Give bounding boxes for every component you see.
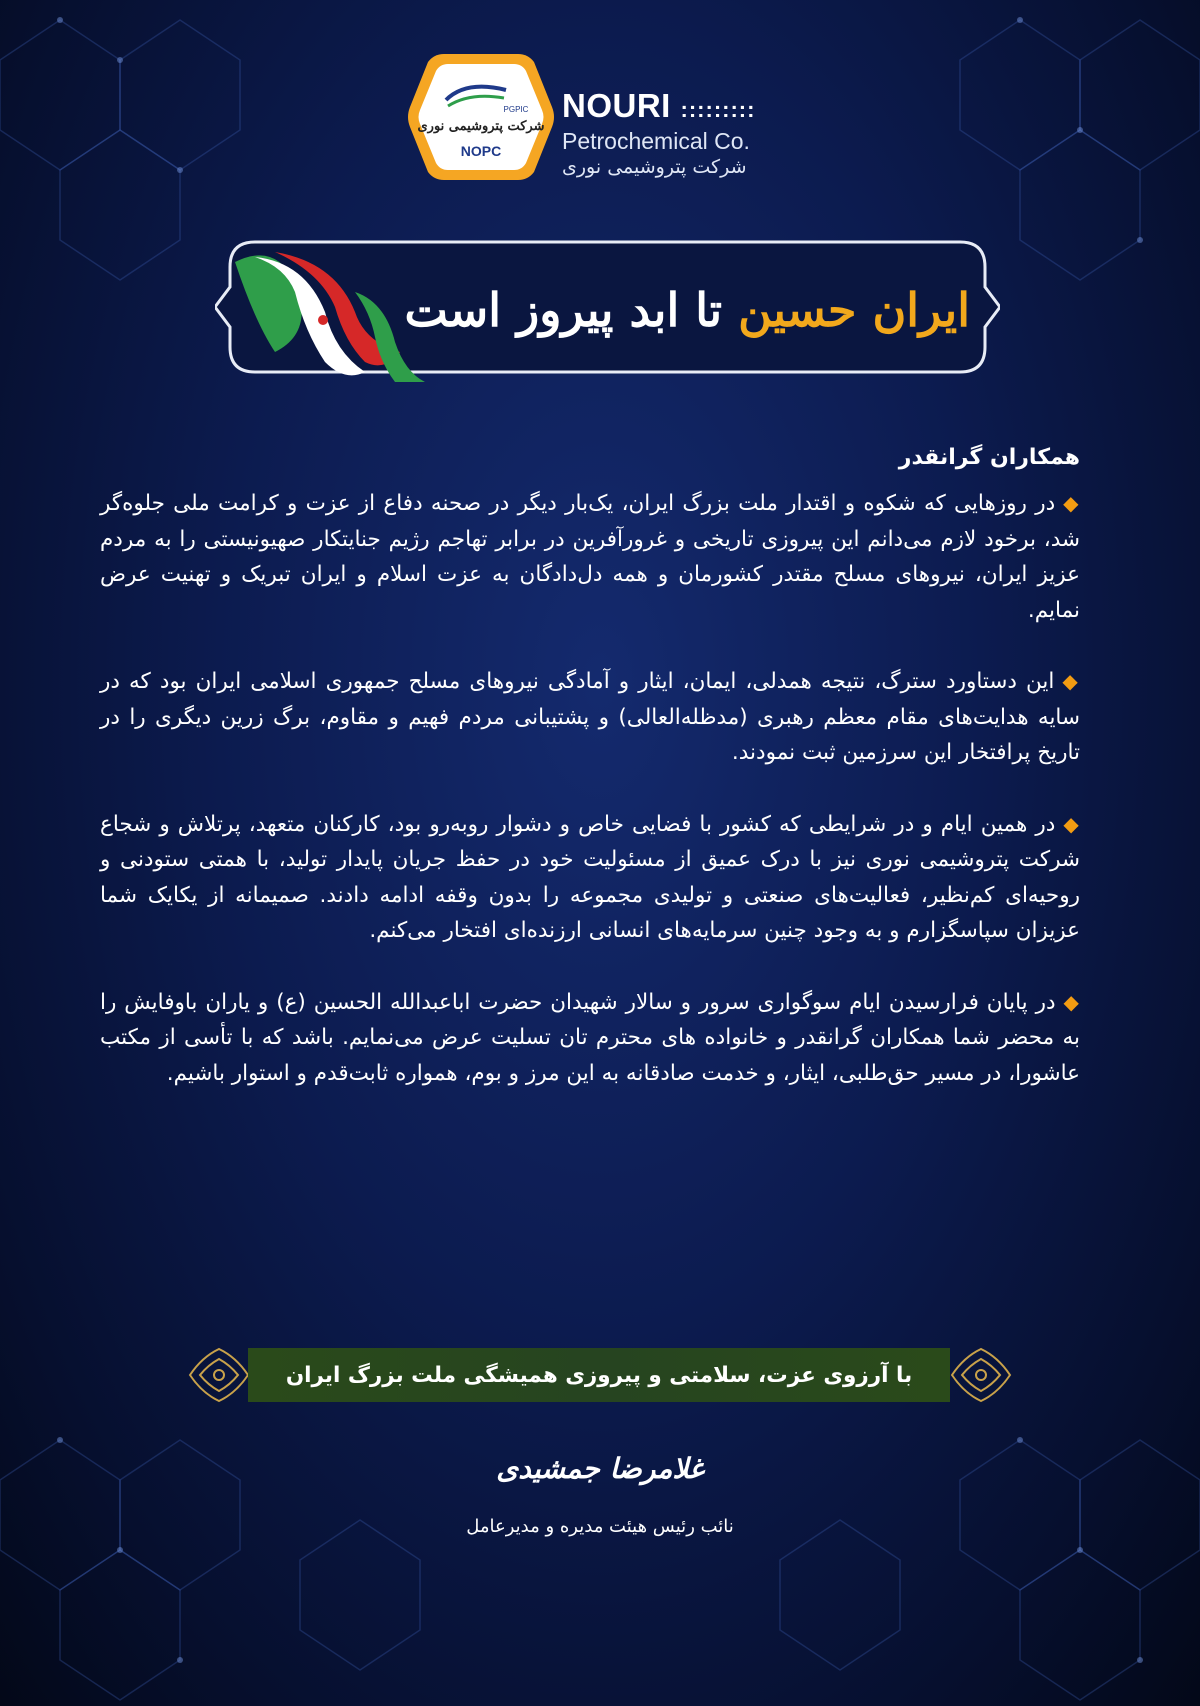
paragraph-2: ◆این دستاورد سترگ، نتیجه همدلی، ایمان، ایثار و آمادگی نیروهای مسلح جمهوری اسلامی ایران بود که در سایه هدایت‌های مقام معظم رهبری (مدظله‌العالی) و پشتیبانی مردم فهیم و مقاوم، برگ زرین دیگری را در تاریخ پرافتخار این سرزمین ثبت نمودند. [100, 669, 1080, 765]
ornament-left-icon [186, 1345, 252, 1405]
closing-wish-ribbon: با آرزوی عزت، سلامتی و پیروزی همیشگی ملت بزرگ ایران [248, 1348, 950, 1402]
company-name-en: Petrochemical Co. [562, 128, 750, 154]
brand-name: NOURI ::::::::: [562, 87, 756, 124]
svg-text:شرکت پتروشیمی نوری: شرکت پتروشیمی نوری [417, 119, 545, 134]
svg-text:PGPIC: PGPIC [503, 105, 529, 114]
banner-title [404, 250, 970, 370]
bullet-icon: ◆ [1063, 811, 1080, 836]
company-logo [406, 52, 556, 182]
paragraph-1: ◆در روزهایی که شکوه و اقتدار ملت بزرگ ایران، یک‌بار دیگر در صحنه دفاع از عزت و کرامت ملی جلوه‌گر شد، برخود لازم می‌دانم این پیروزی تاریخی و غرورآفرین در برابر تهاجم رژیم جنایتکار صهیونیستی را به مردم عزیز ایران، نیروهای مسلح مقتدر کشورمان و همه دل‌دادگان به عزت اسلام و ایران تبریک و تهنیت عرض نمایم. [100, 491, 1080, 623]
banner-title-part2: تا ابد پیروز است [404, 283, 723, 337]
greeting: همکاران گرانقدر [898, 445, 1080, 470]
paragraph-3: ◆در همین ایام و در شرایطی که کشور با فضایی خاص و دشوار روبه‌رو بود، کارکنان متعهد، پرتلاش و شجاع شرکت پتروشیمی نوری نیز با درک عمیق از مسئولیت خود در حفظ جریان پایدار تولید، با همتی ستودنی و روحیه‌ای کم‌نظیر، فعالیت‌های صنعتی و تولیدی مجموعه را بدون وقفه ادامه دادند. صمیمانه از یکایک شما عزیزان سپاسگزارم و به وجود چنین سرمایه‌های انسانی ارزنده‌ای افتخار می‌کنم. [100, 811, 1080, 943]
svg-text:NOPC: NOPC [460, 143, 502, 159]
ornament-right-icon [948, 1345, 1014, 1405]
letter-body [100, 440, 1080, 1127]
signer-title: نائب رئیس هیئت مدیره و مدیرعامل [466, 1516, 734, 1537]
paragraph-4: ◆در پایان فرارسیدن ایام سوگواری سرور و سالار شهیدان حضرت اباعبدالله الحسین (ع) و یاران باوفایش را به محضر شما همکاران گرانقدر و خانواده های محترم تان تسلیت عرض می‌نمایم. باشد که با تأسی از مکتب عاشورا، در مسیر حق‌طلبی، ایثار، و خدمت صادقانه به این مرز و بوم، همواره ثابت‌قدم و استوار باشیم. [100, 989, 1080, 1086]
bullet-icon: ◆ [1062, 669, 1080, 693]
company-name-fa: شرکت پتروشیمی نوری [562, 156, 747, 178]
bullet-icon: ◆ [1063, 989, 1080, 1014]
banner-title-part1: ایران حسین [738, 283, 970, 337]
signature: غلامرضا جمشیدی [496, 1452, 704, 1485]
logo-wordmark [562, 88, 755, 180]
bullet-icon: ◆ [1063, 491, 1080, 515]
